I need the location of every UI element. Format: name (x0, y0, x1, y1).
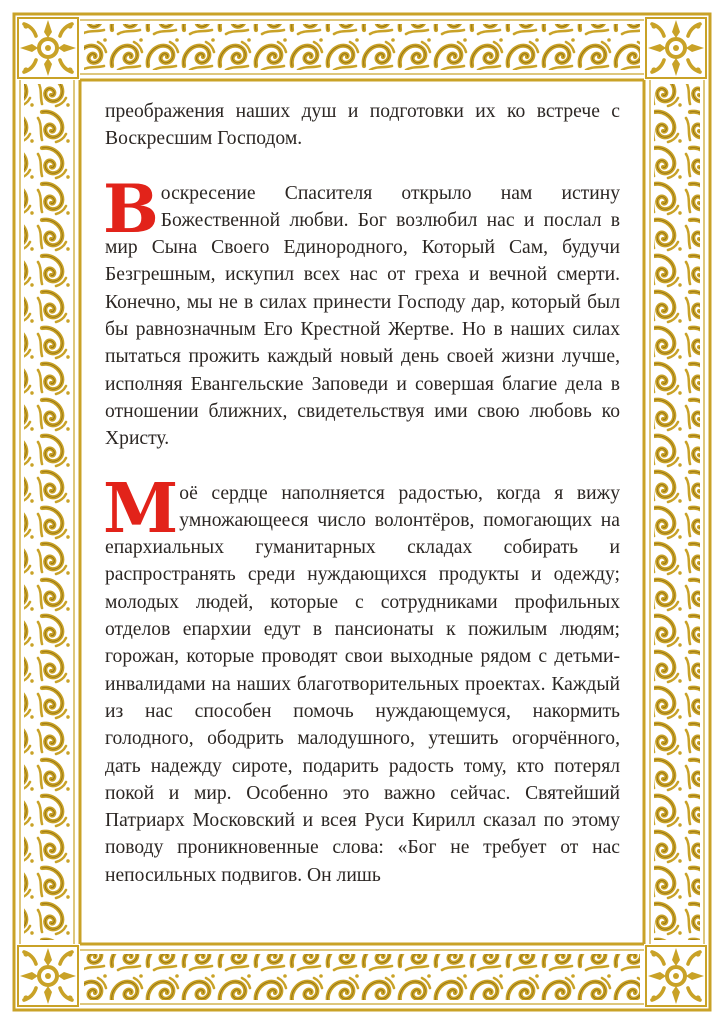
letter-body (105, 98, 620, 889)
paragraph-2 (103, 169, 620, 453)
paragraph-2-text: оскресение Спасителя открыло нам истину Божественной любви. Бог возлюбил нас и послал в мир Сына Своего Единородного, Который Сам, будучи Безгрешным, искупил всех нас от греха и вечной смерти. Конечно, мы не в силах принести Господу дар, который был бы равнозначным Его Крестной Жертве. Но в наших силах пытаться прожить каждый новый день своей жизни лучше, исполняя Евангельские Заповеди и совершая благие дела в отношении ближних, свидетельствуя ими свою любовь ко Христу. (105, 182, 620, 450)
dropcap-m: М (103, 468, 179, 549)
dropcap-v: В (103, 169, 159, 248)
paragraph-3-text: оё сердце наполняется радостью, когда я вижу умножающееся число волонтёров, помогающих на епархиальных гуманитарных складах собирать и распространять среди нуждающихся продукты и одежду; молодых людей, которые с сотрудниками профильных отделов епархии едут в пансионаты к пожилым людям; горожан, которые проводят свои выходные рядом с детьми-инвалидами на наших благотворительных проектах. Каждый из нас способен помочь нуждающемуся, накормить голодного, ободрить малодушного, утешить огорчённого, дать надежду сироте, подарить радость тому, кто потерял покой и мир. Особенно это важно сейчас. Святейший Патриарх Московский и всея Руси Кирилл сказал по этому поводу проникновенные слова: «Бог не требует от нас непосильных подвигов. Он лишь (105, 482, 620, 886)
paragraph-1-text: преображения наших душ и подготовки их ко встрече с Воскресшим Господом. (105, 101, 620, 150)
paragraph-3 (103, 468, 620, 889)
paragraph-1 (105, 98, 620, 153)
